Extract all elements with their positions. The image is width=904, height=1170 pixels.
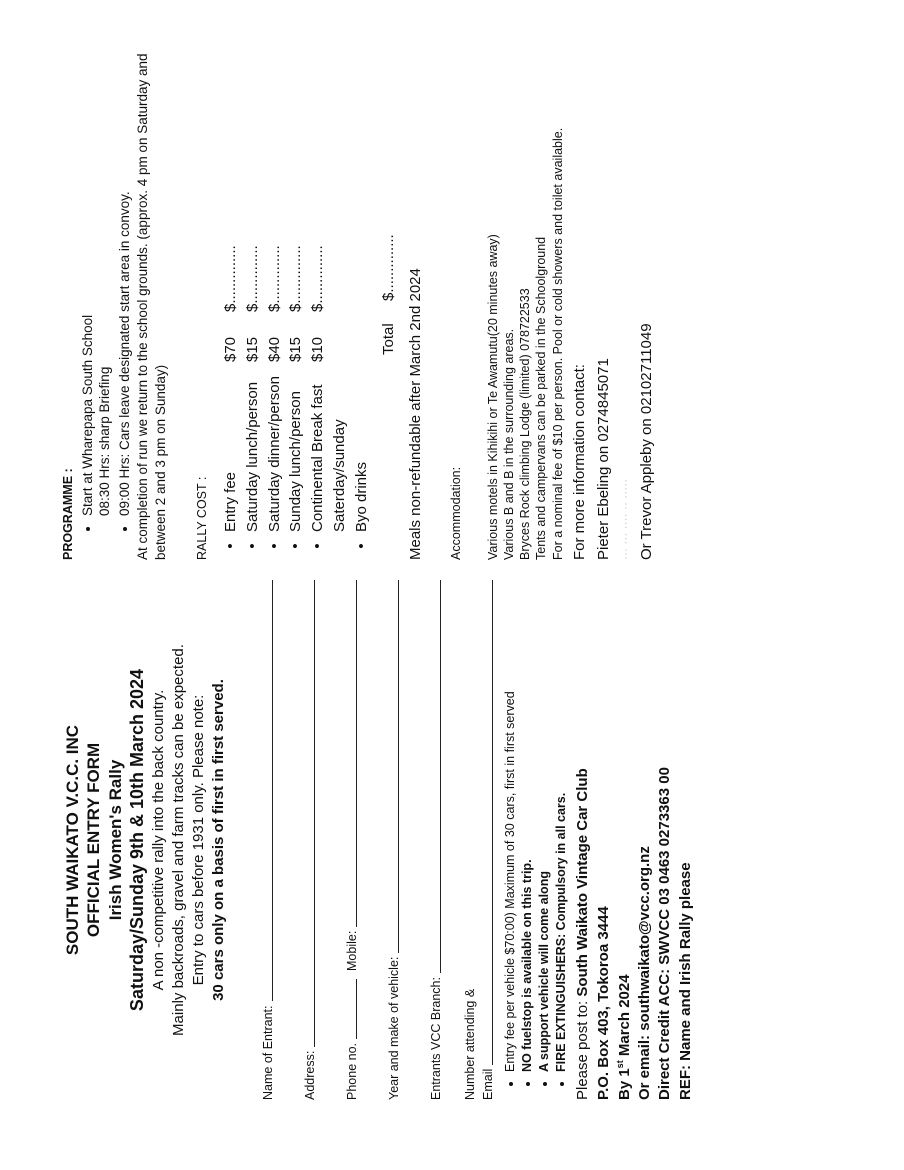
- list-item: Bryces Rock climbing Lodge (limited) 078722533: [518, 288, 533, 560]
- vehicle-row: [360, 580, 402, 1100]
- table-row: • Saturday dinner/person $40 $..............: [264, 232, 286, 560]
- attending-label: Number attending &: [463, 988, 478, 1100]
- mobile-field[interactable]: [356, 580, 357, 927]
- amount-field[interactable]: $..............: [222, 245, 240, 312]
- accommodation-list: [485, 40, 566, 560]
- rally-cost-title: RALLY COST :: [194, 476, 209, 560]
- list-item: Various motels in Kihikihi or Te Awamutu(20 minutes away): [485, 234, 500, 560]
- accommodation-title: Accommodation:: [449, 466, 464, 560]
- meals-note: Meals non-refundable after March 2nd 2024: [407, 268, 425, 560]
- faded-text: ··· ··· ···· ·· ·····: [617, 478, 632, 560]
- list-item: • FIRE EXTINGUISHERS: Compulsory in all cars.: [553, 580, 569, 1072]
- name-label: Name of Entrant:: [261, 1005, 276, 1100]
- rally-title: Irish Women's Rally: [105, 759, 125, 921]
- intro-line-2: Mainly backroads, gravel and farm tracks can be expected.: [169, 644, 187, 1036]
- table-row: • Byo drinks: [352, 461, 370, 549]
- rally-date: Saturday/Sunday 9th & 10th March 2024: [126, 668, 147, 1012]
- mobile-label: Mobile:: [345, 930, 360, 971]
- name-row: [234, 580, 276, 1100]
- email-link[interactable]: Or email: southwaikato@vcc.org.nz: [636, 846, 654, 1100]
- address-label: Address:: [303, 1050, 318, 1100]
- total-amount-field[interactable]: $..............: [379, 234, 397, 301]
- branch-row: [402, 580, 444, 1100]
- table-row: • Entry fee $70 $..............: [220, 232, 242, 560]
- cost-table: [220, 232, 373, 560]
- phone-field[interactable]: [356, 979, 357, 1039]
- attending-row: [444, 580, 478, 1100]
- list-item: • Entry fee per vehicle $70:00) Maximum of 30 cars, first in first served: [502, 580, 518, 1072]
- programme: [79, 40, 170, 560]
- phone-label: Phone no.: [345, 1043, 360, 1100]
- list-item: • 09:00 Hrs: Cars leave designated start area in convoy.: [116, 40, 134, 516]
- branch-label: Entrants VCC Branch:: [429, 977, 444, 1100]
- list-item: Various B and B in the surrounding areas.: [501, 328, 516, 560]
- briefing-time: 08:30 Hrs: sharp Briefing: [97, 366, 113, 516]
- list-item: • A support vehicle will come along: [536, 580, 552, 1072]
- list-item: Tents and campervans can be parked in the Schoolground: [534, 236, 549, 560]
- bank-account: Direct Credit ACC: SWVCC 03 0463 0273363 00: [656, 767, 674, 1100]
- amount-field[interactable]: $..............: [243, 245, 261, 312]
- table-row: • Sunday lunch/person $15 $..............: [285, 232, 307, 560]
- list-item: For a nominal fee of $10 per person. Pool or cold showers and toilet available.: [550, 127, 565, 560]
- amount-field[interactable]: $..............: [309, 245, 327, 312]
- table-row: • Continental Break fast $10 $..............: [307, 232, 329, 560]
- payment-reference: REF: Name and Irish Rally please: [676, 862, 694, 1100]
- amount-field[interactable]: $..............: [287, 245, 305, 312]
- address-row: [276, 580, 318, 1100]
- total-row: [379, 40, 399, 560]
- left-column: [62, 580, 696, 1100]
- list-item: • Start at Wharepapa South School: [79, 40, 97, 516]
- vehicle-field[interactable]: [398, 580, 399, 953]
- club-name: South Waikato Vintage Car Club: [574, 768, 592, 997]
- table-row: • Saturday lunch/person $15 $..............: [242, 232, 264, 560]
- table-row: Saterday/sunday: [331, 419, 349, 532]
- club-title: SOUTH WAIKATO V.C.C. INC: [63, 724, 82, 956]
- email-field[interactable]: [492, 580, 493, 1065]
- email-row: [478, 580, 496, 1100]
- contact-pieter: Pieter Ebeling on 0274845071: [594, 358, 612, 560]
- amount-field[interactable]: $..............: [265, 245, 283, 312]
- rules-list: [502, 580, 569, 1100]
- contact-title: For more information contact:: [570, 364, 588, 560]
- contact-info: [568, 40, 659, 560]
- address-field[interactable]: [314, 580, 315, 1047]
- intro-line-3: Entry to cars before 1931 only. Please note:: [189, 694, 207, 986]
- email-label: Email: [481, 1068, 496, 1100]
- post-to-line: Please post to: South Waikato Vintage Car Club: [574, 768, 592, 1100]
- phone-row: [318, 580, 360, 1100]
- total-label: Total: [379, 323, 397, 355]
- programme-title: PROGRAMME :: [61, 468, 75, 560]
- intro-line-1: A non -competitive rally into the back country.: [150, 689, 168, 991]
- right-column: [60, 40, 659, 560]
- branch-field[interactable]: [440, 580, 441, 973]
- vehicle-label: Year and make of vehicle:: [387, 956, 402, 1100]
- intro-line-4: 30 cars only on a basis of first in first served.: [209, 679, 227, 1001]
- po-box: P.O. Box 403, Tokoroa 3444: [594, 906, 612, 1100]
- form-title: OFFICIAL ENTRY FORM: [84, 742, 104, 938]
- postal-details: [573, 580, 696, 1100]
- contact-trevor: Or Trevor Appleby on 02102711049: [638, 323, 656, 560]
- name-field[interactable]: [272, 580, 273, 1002]
- programme-note: At completion of run we return to the school grounds. (approx. 4 pm on Saturday and between 2 and 3 pm on Sunday): [134, 53, 168, 560]
- deadline: By 1st March 2024: [614, 974, 633, 1100]
- list-item: • NO fuelstop is available on this trip.: [519, 580, 535, 1072]
